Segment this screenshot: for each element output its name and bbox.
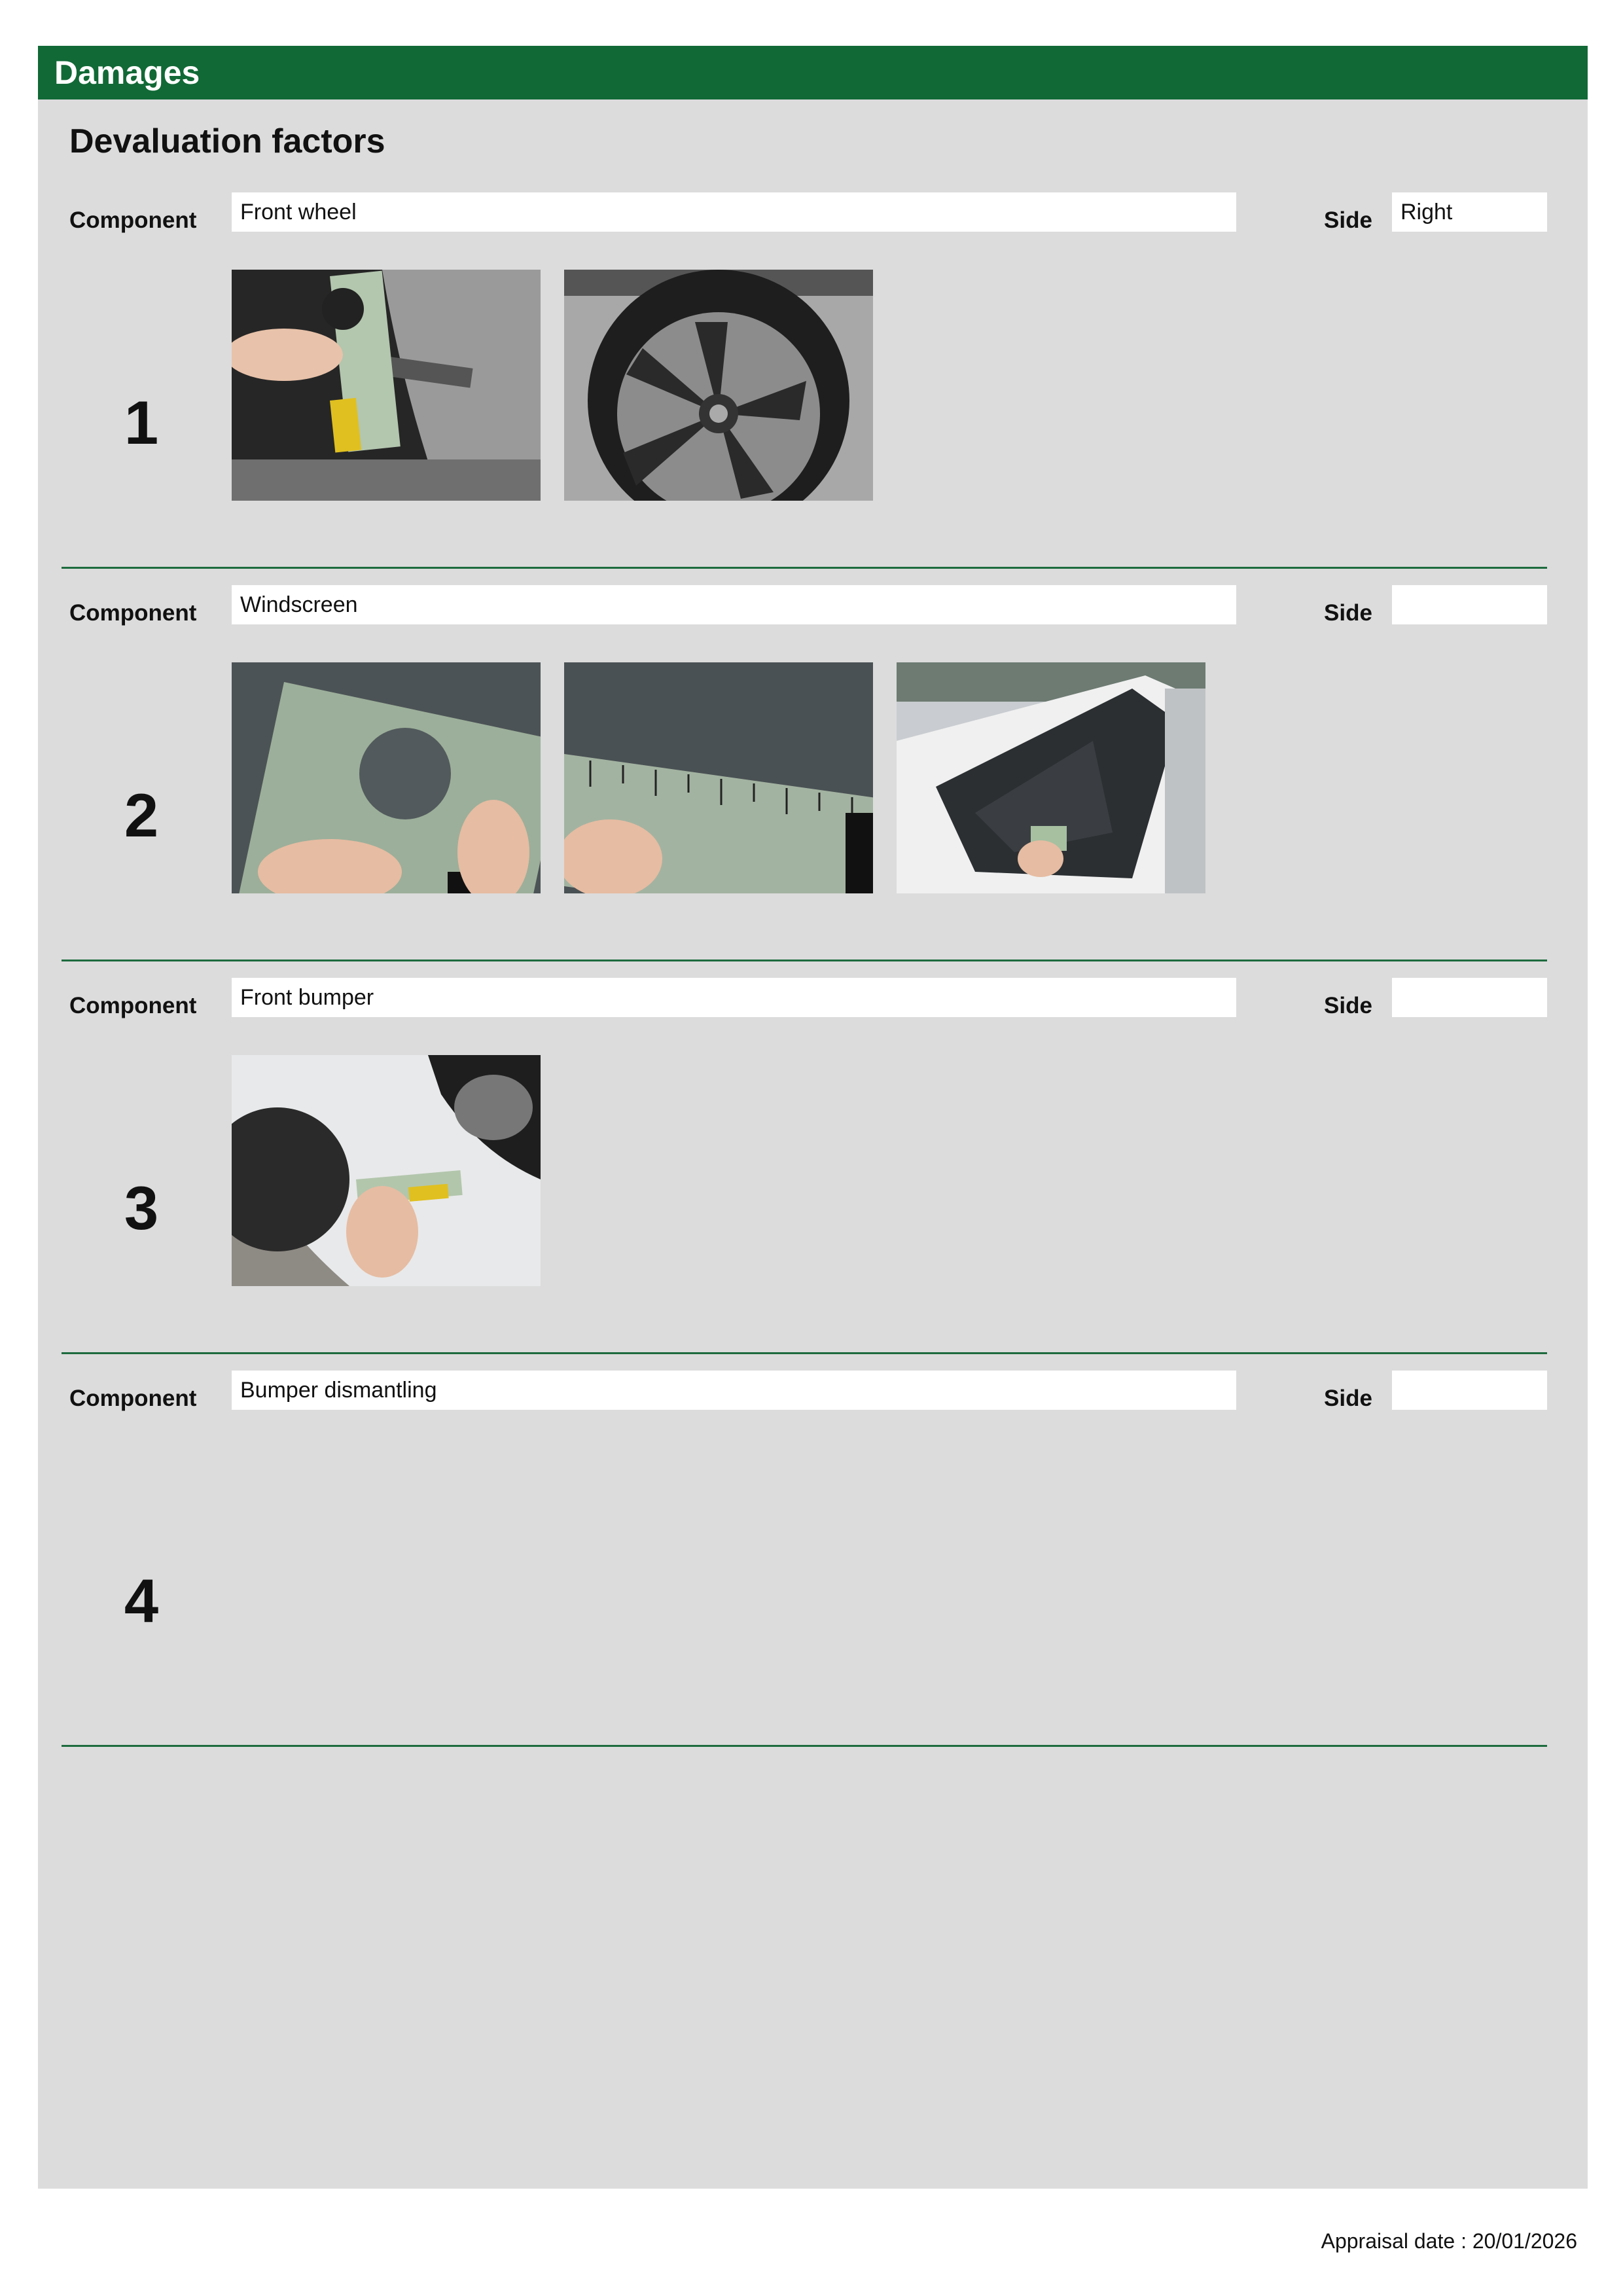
component-label: Component bbox=[69, 1386, 197, 1411]
side-field bbox=[1392, 585, 1547, 624]
windscreen-overview-photo[interactable] bbox=[897, 662, 1205, 893]
side-field: Right bbox=[1392, 192, 1547, 232]
item-number: 4 bbox=[124, 1566, 159, 1635]
component-field: Front wheel bbox=[232, 192, 1236, 232]
damage-item-2 bbox=[38, 585, 1588, 978]
component-field: Bumper dismantling bbox=[232, 1371, 1236, 1410]
component-field: Windscreen bbox=[232, 585, 1236, 624]
side-label: Side bbox=[1324, 993, 1372, 1018]
item-divider bbox=[62, 1745, 1547, 1747]
item-divider bbox=[62, 1352, 1547, 1354]
front-bumper-gauge-photo[interactable] bbox=[232, 1055, 541, 1286]
item-divider bbox=[62, 960, 1547, 961]
component-label: Component bbox=[69, 993, 197, 1018]
section-title: Devaluation factors bbox=[69, 122, 385, 160]
alloy-wheel-photo[interactable] bbox=[564, 270, 873, 501]
item-number: 1 bbox=[124, 388, 159, 457]
component-label: Component bbox=[69, 600, 197, 626]
item-divider bbox=[62, 567, 1547, 569]
windscreen-ruler-photo[interactable] bbox=[564, 662, 873, 893]
side-field bbox=[1392, 1371, 1547, 1410]
side-label: Side bbox=[1324, 1386, 1372, 1411]
item-number: 2 bbox=[124, 781, 159, 850]
component-label: Component bbox=[69, 207, 197, 233]
side-label: Side bbox=[1324, 600, 1372, 626]
devaluation-panel bbox=[38, 99, 1588, 2189]
item-number: 3 bbox=[124, 1174, 159, 1242]
damages-header bbox=[38, 46, 1588, 99]
windscreen-dekra-gauge-photo[interactable] bbox=[232, 662, 541, 893]
damage-item-3 bbox=[38, 978, 1588, 1371]
side-label: Side bbox=[1324, 207, 1372, 233]
damage-item-1 bbox=[38, 192, 1588, 585]
side-field bbox=[1392, 978, 1547, 1017]
tyre-tread-gauge-photo[interactable] bbox=[232, 270, 541, 501]
appraisal-date: Appraisal date : 20/01/2026 bbox=[1321, 2229, 1577, 2253]
component-field: Front bumper bbox=[232, 978, 1236, 1017]
damages-title: Damages bbox=[54, 54, 200, 91]
damage-item-4 bbox=[38, 1371, 1588, 1763]
